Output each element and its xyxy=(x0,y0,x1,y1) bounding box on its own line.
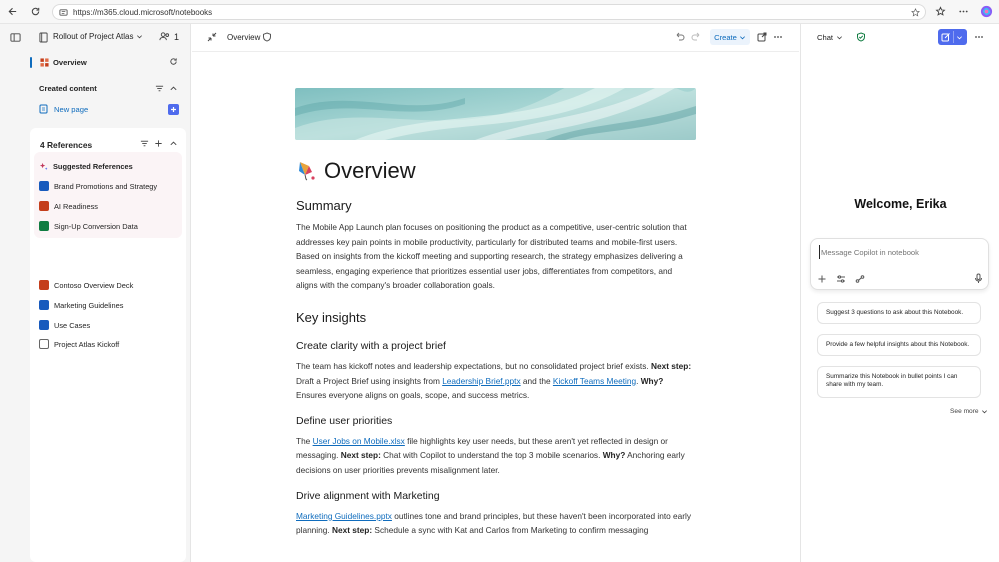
reference-label: AI Readiness xyxy=(54,201,98,211)
page-icon xyxy=(39,339,49,349)
suggested-references-header xyxy=(39,158,133,174)
shield-icon[interactable] xyxy=(262,32,272,42)
chat-mode-label: Chat xyxy=(817,33,834,42)
page-title-text: Overview xyxy=(324,158,416,183)
notebook-title: Rollout of Project Atlas xyxy=(53,32,134,41)
toggle-sidebar-icon[interactable] xyxy=(10,32,21,43)
collapse-icon[interactable] xyxy=(207,32,217,42)
browser-toolbar xyxy=(0,0,999,24)
reference-item[interactable] xyxy=(39,336,119,352)
reference-label: Marketing Guidelines xyxy=(54,300,124,310)
section-heading: Define user priorities xyxy=(296,414,393,427)
new-page-icon xyxy=(39,104,49,114)
add-reference-icon[interactable] xyxy=(154,139,163,148)
compose-icon xyxy=(941,32,951,42)
reference-item[interactable] xyxy=(39,317,90,333)
sidebar-item-overview[interactable] xyxy=(30,56,180,69)
chevron-down-icon[interactable] xyxy=(956,34,963,41)
address-bar[interactable] xyxy=(52,4,926,20)
suggested-references-label: Suggested References xyxy=(53,161,133,171)
refresh-icon[interactable] xyxy=(30,6,41,17)
overview-label: Overview xyxy=(53,58,87,67)
reference-item[interactable] xyxy=(39,277,133,293)
suggestion-chip[interactable]: Summarize this Notebook in bullet points I can share with my team. xyxy=(817,366,981,398)
prompt-link-icon[interactable] xyxy=(855,274,865,284)
chevron-down-icon xyxy=(836,34,843,41)
reference-label: Brand Promotions and Strategy xyxy=(54,181,158,191)
summary-heading: Summary xyxy=(296,198,352,213)
leadership-brief-link[interactable]: Leadership Brief.pptx xyxy=(442,375,521,386)
suggested-references-group xyxy=(34,152,182,238)
references-heading: 4 References xyxy=(40,140,93,150)
more-options-icon[interactable] xyxy=(773,32,783,42)
user-jobs-link[interactable]: User Jobs on Mobile.xlsx xyxy=(312,435,405,446)
powerpoint-file-icon xyxy=(39,280,49,290)
favorites-icon[interactable] xyxy=(935,6,946,17)
see-more-button[interactable] xyxy=(950,408,988,415)
summary-paragraph: The Mobile App Launch plan focuses on positioning the product as a competitive, user-centric solution that addresses key pain points in mobile productivity, particularly for distributed teams and mobile-first users. Based on insights from the kickoff meeting and supporting research, the strategy emphasizes delivering a seamless, engaging experience that prioritizes essential user jobs, differentiates from competitors, and aligns with the company's broader collaboration goals. xyxy=(296,222,687,291)
references-panel xyxy=(30,128,186,562)
suggestion-chip[interactable]: Suggest 3 questions to ask about this Notebook. xyxy=(817,302,981,324)
reference-label: Use Cases xyxy=(54,320,91,330)
message-composer xyxy=(810,238,989,290)
section-paragraph: The team has kickoff notes and leadership expectations, but no consolidated project brief exists. Next step: Draft a Project Brief using insights from Leadership Brief.pptx and the Kickoff Teams Meeting. Why? Ensures everyone aligns on goals, scope, and success metrics. xyxy=(296,360,692,401)
share-button[interactable] xyxy=(159,31,179,42)
chevron-down-icon xyxy=(981,408,988,415)
section-paragraph: The User Jobs on Mobile.xlsx file highlights key user needs, but these aren't yet reflected in design or messaging. Next step: Chat with Copilot to understand the top 3 mobile scenarios. Why? Anchoring early decisions on user priorities prevents misalignment later. xyxy=(296,435,685,475)
key-insights-heading: Key insights xyxy=(296,309,367,325)
sparkle-icon xyxy=(39,162,48,171)
share-page-icon[interactable] xyxy=(757,32,767,42)
marketing-guidelines-link[interactable]: Marketing Guidelines.pptx xyxy=(296,510,392,521)
more-options-icon[interactable] xyxy=(974,32,984,42)
page-title xyxy=(296,158,696,184)
section-heading: Drive alignment with Marketing xyxy=(296,489,440,502)
chat-mode-dropdown[interactable] xyxy=(817,33,843,42)
new-page-button[interactable] xyxy=(39,104,88,114)
page-banner-image xyxy=(295,88,696,140)
suggested-reference-item[interactable] xyxy=(39,198,98,214)
url-text: https://m365.cloud.microsoft/notebooks xyxy=(73,8,213,17)
suggestion-chip[interactable]: Provide a few helpful insights about this Notebook. xyxy=(817,334,981,356)
suggested-reference-item[interactable] xyxy=(39,178,157,194)
reference-label: Contoso Overview Deck xyxy=(54,280,134,290)
reference-item[interactable] xyxy=(39,297,123,313)
excel-file-icon xyxy=(39,221,49,231)
kickoff-meeting-link[interactable]: Kickoff Teams Meeting xyxy=(552,375,637,386)
chevron-down-icon xyxy=(136,33,143,40)
section-paragraph: Marketing Guidelines.pptx outlines tone and brand principles, but these haven't been incorporated into early planning. Next step: Schedule a sync with Kat and Carlos from Marketing to confirm messaging xyxy=(296,510,692,536)
main-content xyxy=(192,24,799,562)
tune-settings-icon[interactable] xyxy=(836,274,846,284)
protected-shield-icon[interactable] xyxy=(856,32,866,42)
message-input[interactable] xyxy=(819,245,979,259)
add-page-button[interactable] xyxy=(168,104,179,115)
new-page-label: New page xyxy=(54,104,89,114)
redo-icon[interactable] xyxy=(691,32,702,42)
word-file-icon xyxy=(39,320,49,330)
overview-icon xyxy=(40,58,49,67)
section-heading: Create clarity with a project brief xyxy=(296,339,446,352)
reference-label: Project Atlas Kickoff xyxy=(54,339,120,349)
selected-indicator xyxy=(30,57,32,68)
word-file-icon xyxy=(39,300,49,310)
document-body xyxy=(296,158,696,538)
share-count: 1 xyxy=(174,31,180,42)
suggested-reference-item[interactable] xyxy=(39,218,138,234)
refresh-icon[interactable] xyxy=(169,57,178,66)
microphone-icon[interactable] xyxy=(974,273,983,284)
undo-icon[interactable] xyxy=(674,32,685,42)
notebook-icon xyxy=(39,32,48,43)
chevron-up-icon[interactable] xyxy=(169,84,178,93)
notebook-title-menu[interactable] xyxy=(53,32,143,41)
reference-label: Sign-Up Conversion Data xyxy=(54,221,138,231)
split-divider xyxy=(953,31,954,43)
chevron-up-icon[interactable] xyxy=(169,139,178,148)
copilot-pane xyxy=(800,24,999,562)
site-info-icon[interactable] xyxy=(59,8,68,17)
created-content-heading: Created content xyxy=(39,84,97,93)
powerpoint-file-icon xyxy=(39,201,49,211)
add-attachment-icon[interactable] xyxy=(817,274,827,284)
kite-emoji-icon xyxy=(296,160,318,182)
filter-icon[interactable] xyxy=(155,84,164,93)
more-options-icon[interactable] xyxy=(958,6,969,17)
create-button[interactable] xyxy=(710,29,750,45)
page-breadcrumb: Overview xyxy=(227,33,261,42)
people-icon xyxy=(159,31,170,42)
create-label: Create xyxy=(714,32,737,42)
copilot-logo-icon[interactable] xyxy=(980,5,993,18)
back-icon[interactable] xyxy=(7,6,18,17)
notebook-sidebar xyxy=(0,24,191,562)
page-toolbar xyxy=(192,24,799,52)
favorite-star-icon[interactable] xyxy=(911,8,920,17)
welcome-heading: Welcome, Erika xyxy=(854,197,947,211)
chevron-down-icon xyxy=(739,34,746,41)
word-file-icon xyxy=(39,181,49,191)
new-chat-button[interactable] xyxy=(938,29,967,45)
filter-icon[interactable] xyxy=(140,139,149,148)
plus-icon xyxy=(168,104,179,115)
see-more-label: See more xyxy=(950,408,979,415)
